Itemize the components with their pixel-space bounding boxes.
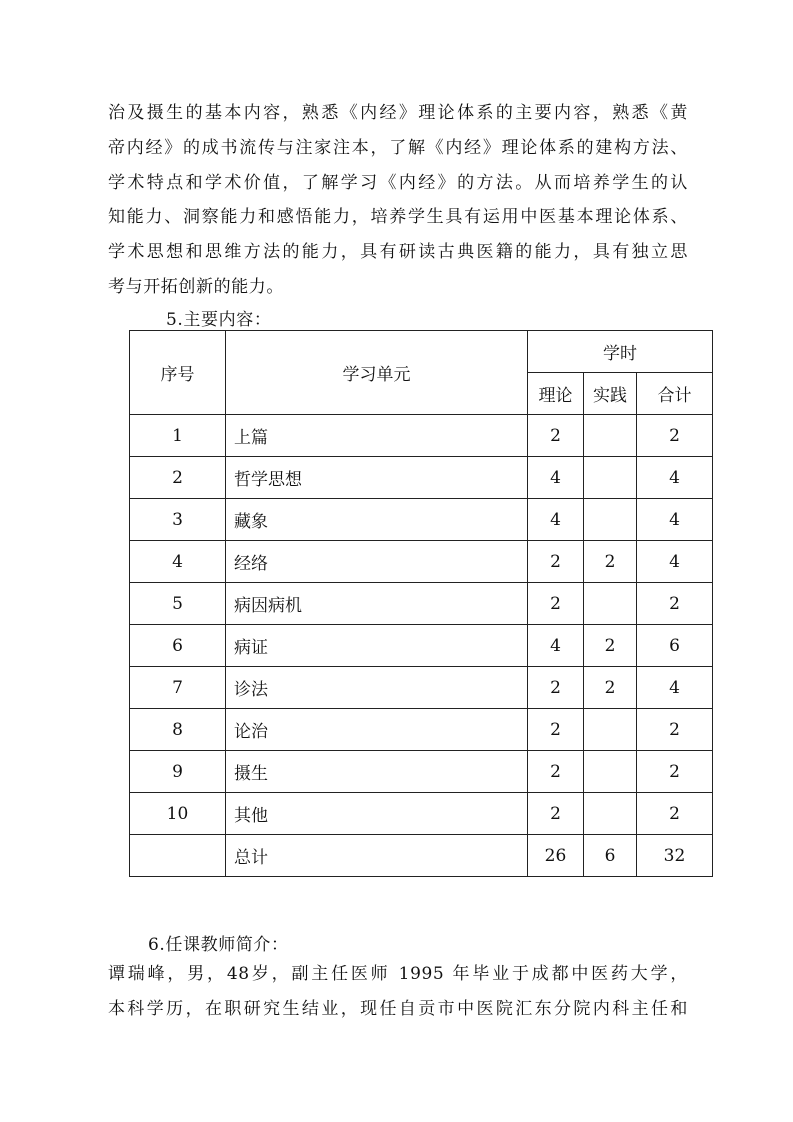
intro-line: 考与开拓创新的能力。 [108, 276, 284, 297]
summary-practice: 6 [584, 835, 637, 877]
row-seq: 1 [130, 415, 226, 457]
summary-label: 总计 [226, 835, 528, 877]
row-practice: 2 [584, 667, 637, 709]
summary-theory: 26 [528, 835, 584, 877]
row-unit: 上篇 [226, 415, 528, 457]
row-theory: 2 [528, 415, 584, 457]
intro-line: 学术特点和学术价值，了解学习《内经》的方法。从而培养学生的认 [108, 172, 688, 193]
row-total: 6 [637, 625, 713, 667]
table-row [130, 709, 713, 751]
row-practice [584, 793, 637, 835]
row-unit: 诊法 [226, 667, 528, 709]
row-total: 4 [637, 457, 713, 499]
table-row [130, 583, 713, 625]
row-seq: 5 [130, 583, 226, 625]
row-theory: 4 [528, 499, 584, 541]
intro-line: 知能力、洞察能力和感悟能力，培养学生具有运用中医基本理论体系、 [108, 207, 688, 228]
row-practice [584, 709, 637, 751]
header-seq: 序号 [130, 331, 226, 415]
table-row [130, 625, 713, 667]
header-total: 合计 [637, 373, 713, 415]
row-total: 2 [637, 709, 713, 751]
row-unit: 摄生 [226, 751, 528, 793]
row-seq: 9 [130, 751, 226, 793]
row-theory: 2 [528, 583, 584, 625]
header-hours: 学时 [528, 331, 713, 373]
row-total: 2 [637, 415, 713, 457]
row-practice [584, 499, 637, 541]
row-seq: 4 [130, 541, 226, 583]
table-row [130, 751, 713, 793]
header-practice: 实践 [584, 373, 637, 415]
row-unit: 论治 [226, 709, 528, 751]
row-theory: 2 [528, 751, 584, 793]
row-theory: 2 [528, 709, 584, 751]
table-row [130, 457, 713, 499]
section-6-heading: 6.任课教师简介： [148, 935, 289, 955]
row-unit: 哲学思想 [226, 457, 528, 499]
row-seq: 10 [130, 793, 226, 835]
row-unit: 病证 [226, 625, 528, 667]
row-practice [584, 457, 637, 499]
table-row [130, 541, 713, 583]
header-unit: 学习单元 [226, 331, 528, 415]
row-unit: 经络 [226, 541, 528, 583]
row-theory: 4 [528, 625, 584, 667]
row-total: 2 [637, 583, 713, 625]
intro-line: 帝内经》的成书流传与注家注本，了解《内经》理论体系的建构方法、 [108, 137, 688, 158]
summary-total: 32 [637, 835, 713, 877]
summary-seq [130, 835, 226, 877]
row-theory: 2 [528, 667, 584, 709]
row-theory: 2 [528, 793, 584, 835]
intro-line: 学术思想和思维方法的能力，具有研读古典医籍的能力，具有独立思 [108, 242, 688, 263]
row-seq: 2 [130, 457, 226, 499]
header-theory: 理论 [528, 373, 584, 415]
row-total: 4 [637, 499, 713, 541]
row-total: 2 [637, 793, 713, 835]
row-total: 4 [637, 667, 713, 709]
teacher-intro-line: 谭瑞峰，男，48岁，副主任医师 1995 年毕业于成都中医药大学， [108, 964, 688, 984]
course-content-table [129, 330, 713, 877]
table-summary-row [130, 835, 713, 877]
row-seq: 7 [130, 667, 226, 709]
row-seq: 8 [130, 709, 226, 751]
row-practice: 2 [584, 541, 637, 583]
row-total: 4 [637, 541, 713, 583]
table-row [130, 415, 713, 457]
row-practice [584, 751, 637, 793]
section-5-heading: 5.主要内容： [166, 310, 272, 330]
teacher-intro-paragraph [108, 957, 688, 1027]
row-practice [584, 583, 637, 625]
row-seq: 3 [130, 499, 226, 541]
table-row [130, 499, 713, 541]
row-theory: 2 [528, 541, 584, 583]
row-unit: 藏象 [226, 499, 528, 541]
row-practice [584, 415, 637, 457]
teacher-intro-line: 本科学历，在职研究生结业，现任自贡市中医院汇东分院内科主任和 [108, 998, 688, 1019]
row-seq: 6 [130, 625, 226, 667]
row-theory: 4 [528, 457, 584, 499]
row-unit: 其他 [226, 793, 528, 835]
intro-line: 治及摄生的基本内容，熟悉《内经》理论体系的主要内容，熟悉《黄 [108, 103, 688, 123]
table-row [130, 793, 713, 835]
row-unit: 病因病机 [226, 583, 528, 625]
row-total: 2 [637, 751, 713, 793]
intro-paragraph [108, 96, 688, 305]
table-row [130, 667, 713, 709]
row-practice: 2 [584, 625, 637, 667]
